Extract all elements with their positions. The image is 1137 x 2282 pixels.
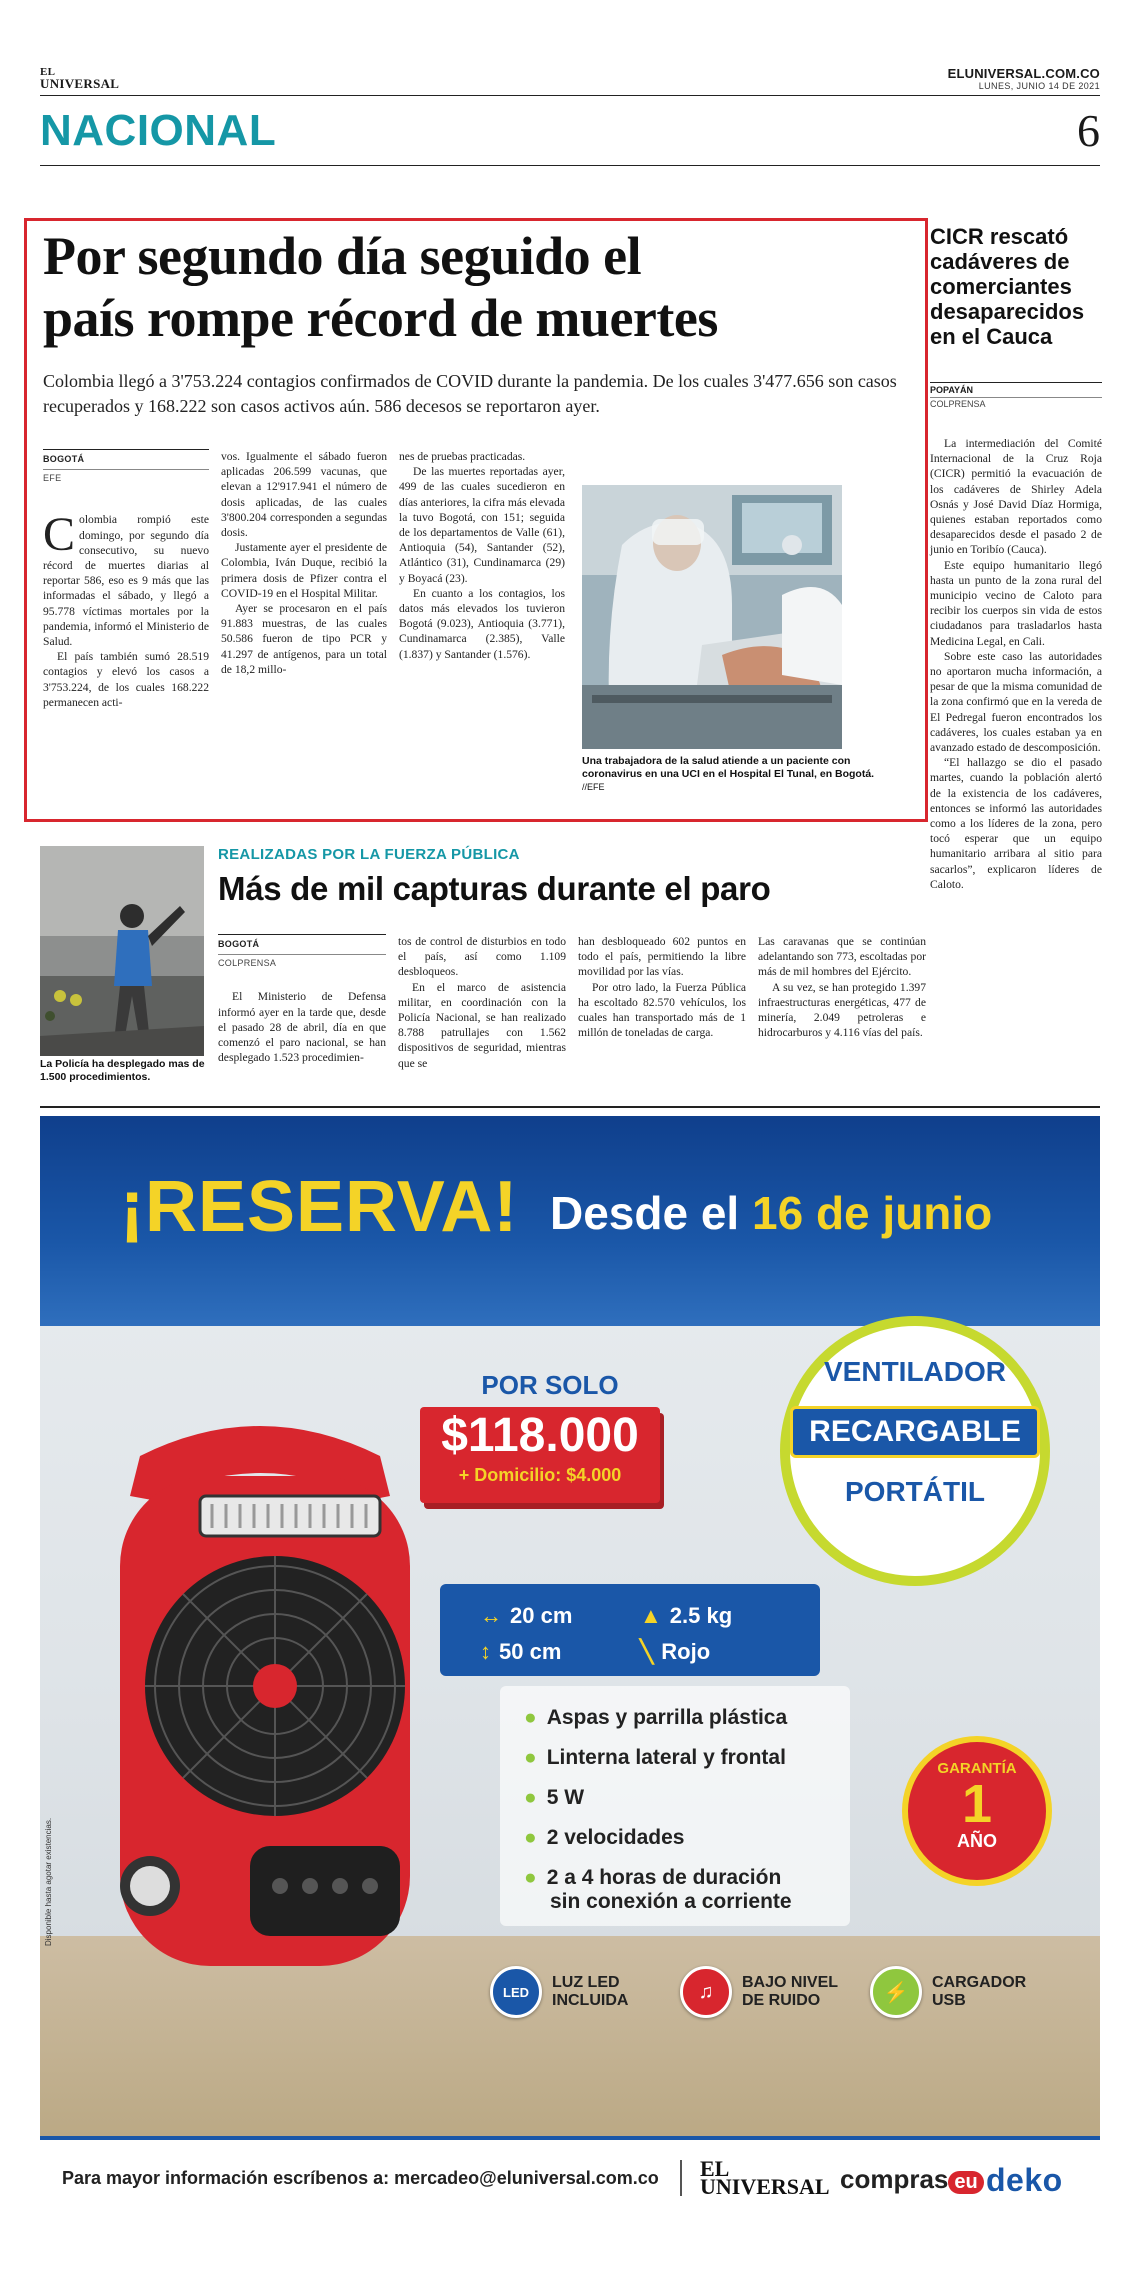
second-col-4-para-1: Las caravanas que se continúan adelantando son 773, escoltadas por más de mil hombres del Ejército. <box>758 935 926 979</box>
feature-item <box>524 1698 850 1738</box>
low-noise-feature <box>680 1966 838 2018</box>
second-kicker: REALIZADAS POR LA FUERZA PÚBLICA <box>218 846 520 863</box>
led-label <box>552 1974 628 2010</box>
fan-advertisement[interactable] <box>40 1116 1100 2216</box>
ad-subtitle-date: 16 de junio <box>752 1187 993 1239</box>
icu-photo-caption <box>582 755 882 794</box>
protest-photo[interactable] <box>40 846 204 1056</box>
site-info <box>948 66 1100 91</box>
badge-bot-text: PORTÁTIL <box>845 1476 985 1507</box>
second-col-1 <box>218 934 386 1065</box>
main-article <box>24 218 928 822</box>
second-headline[interactable]: Más de mil capturas durante el paro <box>218 870 771 907</box>
caption-text: Una trabajadora de la salud atiende a un paciente con coronavirus en una UCI en el Hospital El Tunal, en Bogotá. <box>582 755 875 780</box>
usb-label-1: CARGADOR <box>932 1974 1027 1991</box>
second-col-2 <box>398 934 566 1071</box>
spec-width-value: 20 cm <box>510 1603 573 1628</box>
main-headline[interactable] <box>43 225 923 349</box>
second-col-4 <box>758 934 926 1040</box>
main-col-2 <box>221 449 387 677</box>
guarantee-number: 1 <box>961 1774 993 1834</box>
ad-subtitle <box>550 1186 992 1240</box>
guarantee-unit: AÑO <box>957 1831 997 1851</box>
color-brush-icon: ╲ <box>640 1639 654 1664</box>
second-byline-agency: COLPRENSA <box>218 958 277 969</box>
spec-color <box>640 1634 800 1670</box>
side-body <box>930 436 1102 892</box>
bullet-icon: ● <box>524 1706 537 1729</box>
guarantee-seal <box>902 1736 1052 1886</box>
price-amount: $118.000 <box>441 1409 639 1462</box>
bullet-icon: ● <box>524 1746 537 1769</box>
usb-label <box>932 1974 1026 2010</box>
feature-item <box>524 1778 850 1818</box>
second-col-1-para-1: El Ministerio de Defensa informó ayer en la tarde que, desde el pasado 28 de abril, día en que comenzó el paro nacional, se han desplegado 1.523 procedimien- <box>218 990 386 1065</box>
low-noise-icon: ♫ <box>680 1966 732 2018</box>
main-col-1-para-1 <box>43 508 209 649</box>
price-tag <box>420 1370 690 1503</box>
main-col-3 <box>399 449 565 662</box>
feature-item <box>524 1858 850 1914</box>
newspaper-logo <box>40 68 119 90</box>
led-label-1: LUZ LED <box>552 1974 620 1991</box>
side-para-2: Este equipo humanitario llegó hasta un punto de la zona rural del municipio vecino de Caloto para recibir los cuerpos sin vida de estos ciudadanos para trasladarlos hasta Medicina Legal, en Cali. <box>930 558 1102 648</box>
section-name: NACIONAL <box>40 106 277 155</box>
side-headline[interactable]: CICR rescató cadáveres de comerciantes desaparecidos en el Cauca <box>930 224 1085 349</box>
section-bar <box>40 100 1100 166</box>
ad-footer <box>40 2136 1100 2216</box>
badge-top-text: VENTILADOR <box>824 1356 1006 1387</box>
compras-eu-logo <box>840 2164 984 2195</box>
guarantee-top: GARANTÍA <box>937 1760 1017 1777</box>
site-url[interactable]: ELUNIVERSAL.COM.CO <box>947 66 1100 81</box>
headline-line-1: Por segundo día seguido el <box>43 226 642 286</box>
bullet-icon: ● <box>524 1866 537 1889</box>
por-solo-label: POR SOLO <box>481 1370 619 1400</box>
eu-text: eu <box>948 2171 983 2194</box>
photo-credit: //EFE <box>582 782 605 792</box>
byline-place: BOGOTÁ <box>43 452 209 470</box>
second-byline <box>218 934 386 971</box>
page-number: 6 <box>1077 105 1100 156</box>
main-col-2-para-3: Ayer se procesaron en el país 91.883 muestras, de las cuales 50.586 fueron de tipo PCR y 41.297 de antígenos, para un total de 18,2 millo- <box>221 602 387 676</box>
badge-mid-text: RECARGABLE <box>790 1406 1040 1458</box>
feature-text: 5 W <box>546 1786 585 1809</box>
side-para-4: “El hallazgo se dio el pasado martes, cuando la población alertó de la existencia de los cadáveres, entonces se informó las autoridades como a los líderes de la zona, pero tocó esperar que un equipo humanitario arribara al sitio para sacarlos”, explicaron líderes de Caloto. <box>930 756 1102 891</box>
main-col-3-para-3: En cuanto a los contagios, los datos más elevados los tuvieron Bogotá (9.023), Antioquia (3.771), Cundinamarca (2.385), Valle (1.837) y Santander (1.576). <box>399 586 565 661</box>
headline-line-2: país rompe récord de muertes <box>43 288 718 348</box>
side-byline-place: POPAYÁN <box>930 385 1102 398</box>
height-arrows-icon: ↕ <box>480 1639 491 1664</box>
second-col-2-para-1: tos de control de disturbios en todo el país, así como 1.109 desbloqueos. <box>398 935 566 979</box>
feature-text: Linterna lateral y frontal <box>546 1746 786 1769</box>
ad-disclaimer: Disponible hasta agotar existencias. <box>44 1817 53 1946</box>
main-col-2-para-1: vos. Igualmente el sábado fueron aplicadas 206.599 vacunas, que elevan a 12'917.941 el número de dosis aplicadas, de las cuales 3'800.204 corresponden a segundas dosis. <box>221 450 387 540</box>
feature-icons-row <box>490 1966 1050 2026</box>
delivery-fee: + Domicilio: $4.000 <box>458 1465 622 1485</box>
side-para-1: La intermediación del Comité Internacional de la Cruz Roja (CICR) permitió la evacuación de los cadáveres de Shirley Adela Osnás y José David Díaz Hormiga, quienes estaban reportados como desaparecidos desde el pasado 2 de junio en Toribío (Cauca). <box>930 437 1102 557</box>
protest-photo-caption: La Policía ha desplegado mas de 1.500 procedimientos. <box>40 1058 205 1083</box>
feature-text: Aspas y parrilla plástica <box>546 1706 788 1729</box>
issue-date: LUNES, JUNIO 14 DE 2021 <box>978 81 1100 91</box>
usb-feature <box>870 1966 1026 2018</box>
spec-color-value: Rojo <box>661 1639 711 1664</box>
main-deck: Colombia llegó a 3'753.224 contagios confirmados de COVID durante la pandemia. De los cuales 3'477.656 son casos recuperados y 168.222 son casos activos aún. 586 decesos se reportaron ayer. <box>43 371 897 416</box>
compras-text: compras <box>840 2164 949 2194</box>
led-icon: LED <box>490 1966 542 2018</box>
spec-weight <box>640 1598 800 1634</box>
spec-height <box>480 1634 640 1670</box>
second-col-2-para-2: En el marco de asistencia militar, en coordinación con la Policía Nacional, se han realizado 8.788 patrullajes con 1.562 dispositivos de seguridad, mientras que se <box>398 980 566 1070</box>
footer-logo-universal: UNIVERSAL <box>700 2174 830 2199</box>
drop-cap: C <box>43 508 76 562</box>
second-col-3 <box>578 934 746 1040</box>
icu-photo[interactable] <box>582 485 842 749</box>
main-col-3-para-2: De las muertes reportadas ayer, 499 de las cuales sucedieron en días anteriores, la cifra más elevada la tuvo Bogotá, con 151; seguida de los departamentos de Valle (61), Antioquia (54), Santander (52), Atlántico (31), Cundinamarca (29) y Boyacá (23). <box>399 465 565 585</box>
main-byline <box>43 449 209 486</box>
led-feature <box>490 1966 628 2018</box>
spec-weight-value: 2.5 kg <box>669 1603 733 1628</box>
feature-item <box>524 1818 850 1858</box>
protest-photo-image <box>40 846 204 1056</box>
fan-illustration <box>100 1416 430 1976</box>
main-col-3-para-1: nes de pruebas practicadas. <box>399 450 526 463</box>
usb-icon: ⚡ <box>870 1966 922 2018</box>
features-list <box>500 1686 850 1926</box>
feature-text: 2 a 4 horas de duración <box>546 1866 782 1889</box>
logo-line-el: EL <box>40 66 56 78</box>
deko-logo: deko <box>986 2162 1063 2198</box>
second-col-4-para-2: A su vez, se han protegido 1.397 infraestructuras energéticas, 477 de minería, 2.049 petroleras e hidrocarburos y 4.116 vías del país. <box>758 980 926 1040</box>
side-byline <box>930 382 1102 409</box>
byline-agency: EFE <box>43 473 62 484</box>
low-noise-label-2: DE RUIDO <box>742 1992 821 2009</box>
usb-label-2: USB <box>932 1992 966 2009</box>
ad-contact-text[interactable]: Para mayor información escríbenos a: mercadeo@eluniversal.com.co <box>62 2168 659 2188</box>
second-byline-place: BOGOTÁ <box>218 937 386 955</box>
product-badge <box>780 1316 1050 1586</box>
width-arrows-icon: ↔ <box>480 1603 502 1628</box>
low-noise-label <box>742 1974 838 2010</box>
feature-item <box>524 1738 850 1778</box>
low-noise-label-1: BAJO NIVEL <box>742 1974 839 1991</box>
main-col-1-para-2: El país también sumó 28.519 contagios y elevó los casos a 3'753.224, de los cuales 168.222 permanecen acti- <box>43 650 209 709</box>
main-col-2-para-2: Justamente ayer el presidente de Colombia, Iván Duque, recibió la primera dosis de Pfizer contra el COVID-19 en el Hospital Militar. <box>221 541 387 600</box>
bullet-icon: ● <box>524 1786 537 1809</box>
ad-subtitle-pre: Desde el <box>550 1187 752 1239</box>
icu-photo-image <box>582 485 842 749</box>
led-label-2: INCLUIDA <box>552 1992 629 2009</box>
specs-panel <box>440 1584 820 1676</box>
spec-width <box>480 1598 640 1634</box>
feature-text: 2 velocidades <box>546 1826 685 1849</box>
logo-line-universal: UNIVERSAL <box>40 75 120 91</box>
side-byline-agency: COLPRENSA <box>930 399 986 409</box>
main-col-1-para-1-text: olombia rompió este domingo, por segundo día consecutivo, su nuevo récord de muertes diarias al reportar 586, eso es 9 más que las informadas el sábado, y llegó a 95.778 víctimas mortales por la pandemia, informó el Ministerio de Salud. <box>43 513 209 649</box>
footer-logo-el: EL <box>700 2156 730 2181</box>
second-col-3-para-2: Por otro lado, la Fuerza Pública ha escoltado 82.570 vehículos, los cuales han transportado más de 1 millón de toneladas de carga. <box>578 980 746 1040</box>
bullet-icon: ● <box>524 1826 537 1849</box>
section-divider <box>40 1106 1100 1108</box>
main-col-1 <box>43 449 209 710</box>
masthead <box>40 62 1100 96</box>
el-universal-logo <box>680 2156 830 2199</box>
weight-icon: ▲ <box>640 1603 662 1628</box>
spec-height-value: 50 cm <box>499 1639 562 1664</box>
feature-text-cont: sin conexión a corriente <box>550 1890 792 1913</box>
second-col-3-para-1: han desbloqueado 602 puntos en todo el país, permitiendo la libre movilidad por las vías. <box>578 935 746 979</box>
price-box <box>420 1407 660 1503</box>
side-para-3: Sobre este caso las autoridades no aportaron mucha información, a pesar de que la misma comunidad de la zona confirmó que en la vereda de El Pedregal fueron encontrados los cadáveres, los cuales estaban ya en avanzado estado de descomposición. <box>930 649 1102 755</box>
ad-title: ¡RESERVA! <box>120 1167 519 1247</box>
